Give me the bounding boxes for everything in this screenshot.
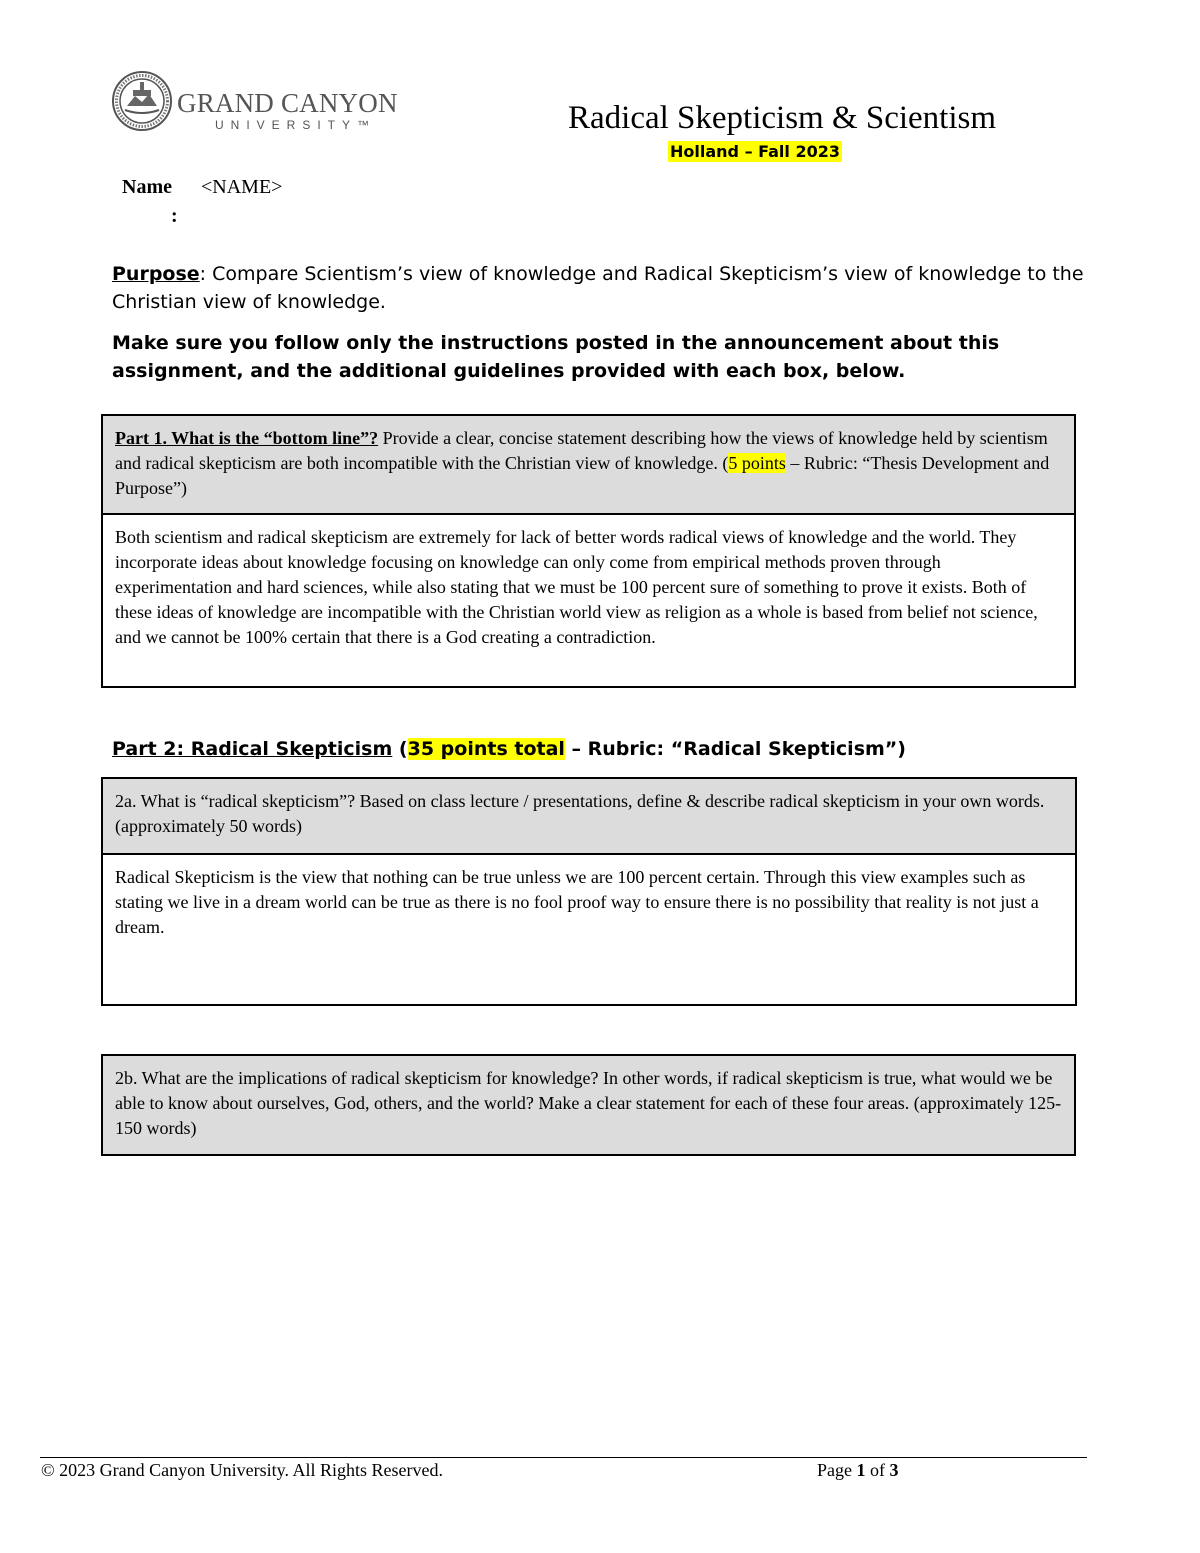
page-current: 1 [856, 1460, 866, 1480]
q2a-answer-cell: Radical Skepticism is the view that nothing can be true unless we are 100 percent certain. Through this view examples such as stating we live in a dream world can be true as there is no fool proof way to ensure there is no possibility that reality is not just a dream. [115, 867, 1039, 937]
part2-heading-label: Part 2: Radical Skepticism [112, 738, 393, 760]
part1-points: 5 points [728, 453, 786, 473]
footer-page-number [817, 1460, 899, 1481]
logo-wordmark: GRAND CANYON [177, 88, 398, 118]
part2-rubric: – Rubric: “Radical Skepticism”) [564, 738, 906, 760]
part1-prompt-cell [103, 416, 1074, 515]
part2-heading [112, 738, 906, 760]
part1-answer-cell: Both scientism and radical skepticism are extremely for lack of better words radical views of knowledge and the world. They incorporate ideas about knowledge focusing on knowledge can only come from empirical methods proven through experimentation and hard sciences, while also stating that we must be 100 percent sure of something to prove it exists. Both of these ideas of knowledge are incompatible with the Christian world view as religion as a whole is based from belief not science, and we cannot be 100% certain that there is a God creating a contradiction. [115, 527, 1038, 647]
q2a-box [101, 777, 1077, 1006]
part2-heading-open: ( [392, 738, 408, 760]
document-subtitle: Holland – Fall 2023 [670, 142, 840, 161]
purpose-label: Purpose [112, 263, 200, 285]
logo-university-text: UNIVERSITY™ [215, 118, 377, 132]
instructions-paragraph: Make sure you follow only the instructions posted in the announcement about this assignment, and the additional guidelines provided with each box, below. [112, 332, 1000, 382]
q2b-box [101, 1054, 1076, 1156]
q2b-prompt-cell: 2b. What are the implications of radical skepticism for knowledge? In other words, if radical skepticism is true, what would we be able to know about ourselves, God, others, and the world? Make a clear statement for each of these four areas. (approximately 125-150 words) [103, 1056, 1074, 1154]
page-of: of [865, 1460, 890, 1480]
part1-rubric: – Rubric: “Thesis Development and Purpose”) [115, 453, 1050, 498]
name-label: Name [122, 176, 172, 198]
name-colon: : [171, 205, 178, 227]
page-label: Page [817, 1460, 857, 1480]
part1-box [101, 414, 1076, 688]
q2a-prompt-cell: 2a. What is “radical skepticism”? Based on class lecture / presentations, define & describe radical skepticism in your own words. (approximately 50 words) [103, 779, 1075, 855]
footer-copyright: © 2023 Grand Canyon University. All Rights Reserved. [41, 1460, 443, 1480]
page-total: 3 [889, 1460, 899, 1480]
purpose-text: : Compare Scientism’s view of knowledge and Radical Skepticism’s view of knowledge to the Christian view of knowledge. [112, 263, 1084, 313]
part2-points: 35 points total [407, 738, 565, 760]
purpose-paragraph [112, 260, 1097, 316]
name-value: <NAME> [201, 176, 283, 198]
document-title: Radical Skepticism & Scientism [568, 100, 997, 136]
footer-divider [40, 1457, 1087, 1458]
university-logo [111, 70, 398, 134]
university-seal-icon [111, 70, 173, 132]
part1-heading: Part 1. What is the “bottom line”? [115, 428, 379, 448]
part1-prompt: Provide a clear, concise statement describing how the views of knowledge held by scientism and radical skepticism are both incompatible with the Christian view of knowledge. ( [115, 428, 1048, 473]
